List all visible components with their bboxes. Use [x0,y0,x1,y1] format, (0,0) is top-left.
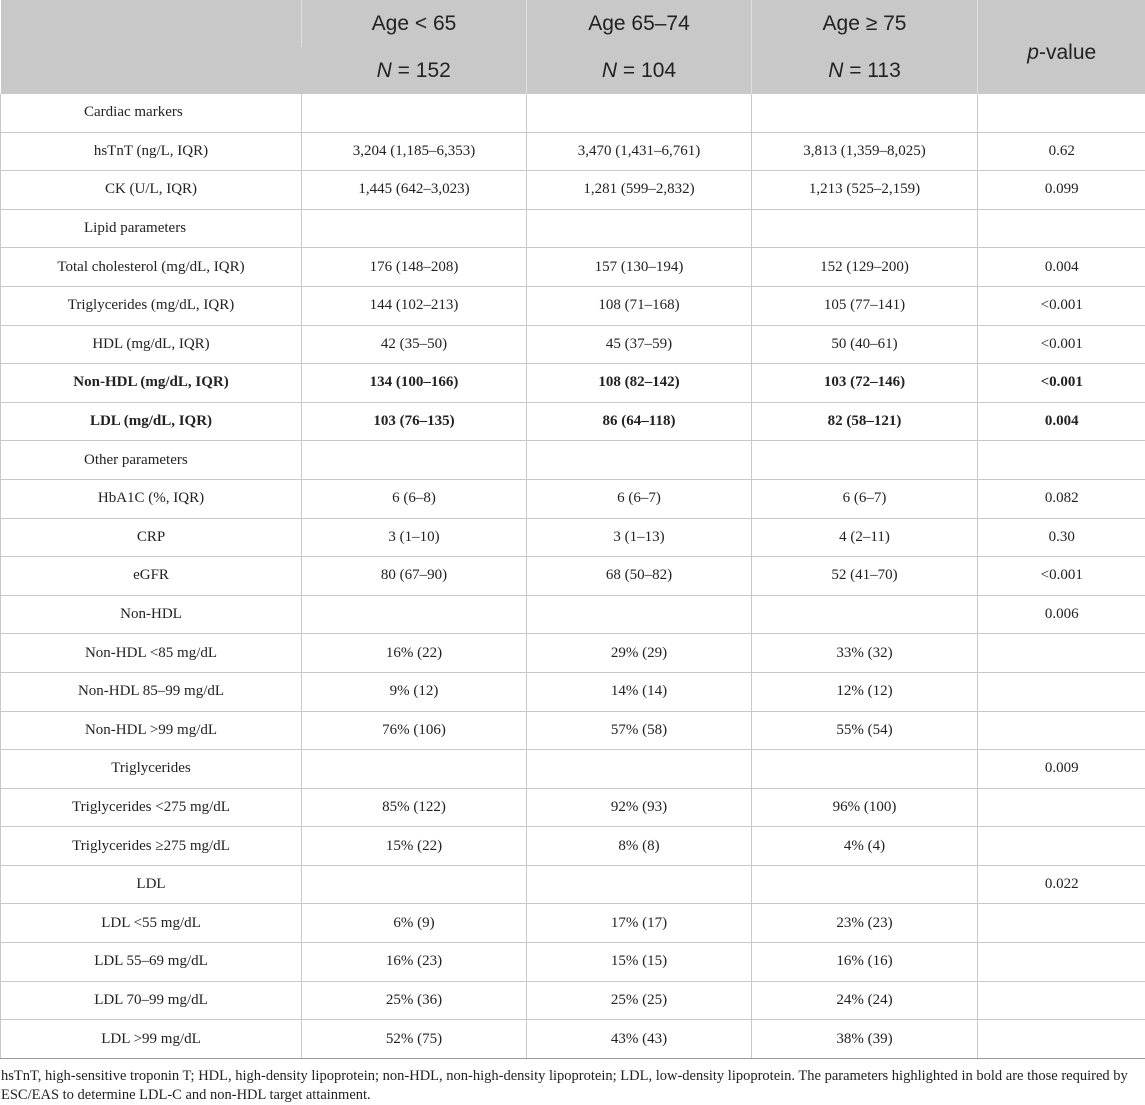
cell-age-65-74: 68 (50–82) [527,557,752,596]
cell-age-75-plus: 16% (16) [752,943,978,982]
cell-p-value: <0.001 [978,325,1145,364]
table-row [1,248,1145,287]
row-label: CK (U/L, IQR) [1,171,302,210]
cell-p-value: 0.004 [978,402,1145,441]
cell-age-75-plus: 23% (23) [752,904,978,943]
header-n-75-plus [752,47,978,94]
cell-age-under-65 [302,209,527,248]
cell-p-value: 0.022 [978,865,1145,904]
cell-age-65-74: 3 (1–13) [527,518,752,557]
row-label: Triglycerides ≥275 mg/dL [1,827,302,866]
cell-age-under-65: 80 (67–90) [302,557,527,596]
cell-p-value: 0.30 [978,518,1145,557]
cell-age-75-plus: 1,213 (525–2,159) [752,171,978,210]
cell-age-75-plus: 55% (54) [752,711,978,750]
table-row [1,479,1145,518]
cell-age-65-74 [527,750,752,789]
cell-p-value: 0.004 [978,248,1145,287]
cell-age-under-65: 15% (22) [302,827,527,866]
cell-age-65-74: 43% (43) [527,1020,752,1059]
header-p-rest: -value [1039,41,1096,64]
cell-age-under-65: 25% (36) [302,981,527,1020]
table-row [1,132,1145,171]
table-row [1,865,1145,904]
row-label: LDL [1,865,302,904]
cell-age-65-74: 25% (25) [527,981,752,1020]
row-label: CRP [1,518,302,557]
cell-age-under-65: 16% (22) [302,634,527,673]
table-row [1,827,1145,866]
header-p-value [978,0,1145,94]
n-label: N [828,59,843,82]
cell-age-65-74: 29% (29) [527,634,752,673]
table-row [1,672,1145,711]
table-row [1,711,1145,750]
table-row [1,286,1145,325]
cell-age-75-plus: 6 (6–7) [752,479,978,518]
cell-p-value: 0.009 [978,750,1145,789]
cell-age-65-74 [527,209,752,248]
table-row [1,1020,1145,1059]
cell-p-value: 0.006 [978,595,1145,634]
cell-p-value [978,634,1145,673]
row-label: hsTnT (ng/L, IQR) [1,132,302,171]
cell-age-65-74 [527,865,752,904]
cell-age-75-plus [752,441,978,480]
cell-age-75-plus [752,750,978,789]
row-label: Cardiac markers [1,94,302,132]
cell-age-65-74: 86 (64–118) [527,402,752,441]
row-label: LDL <55 mg/dL [1,904,302,943]
cell-age-under-65: 176 (148–208) [302,248,527,287]
cell-p-value [978,788,1145,827]
cell-age-65-74: 17% (17) [527,904,752,943]
cell-age-75-plus [752,94,978,132]
cell-age-75-plus [752,209,978,248]
cell-age-65-74: 157 (130–194) [527,248,752,287]
header-n-65-74 [527,47,752,94]
table-row [1,441,1145,480]
cell-p-value [978,904,1145,943]
cell-p-value [978,1020,1145,1059]
row-label: LDL 70–99 mg/dL [1,981,302,1020]
cell-age-under-65: 103 (76–135) [302,402,527,441]
cell-p-value: <0.001 [978,286,1145,325]
table-row [1,402,1145,441]
cell-age-75-plus: 24% (24) [752,981,978,1020]
cell-age-75-plus: 4% (4) [752,827,978,866]
row-label: Non-HDL 85–99 mg/dL [1,672,302,711]
table-row [1,788,1145,827]
row-label: Non-HDL [1,595,302,634]
row-label: Other parameters [1,441,302,480]
n-value: = 113 [843,59,900,82]
row-label: Triglycerides <275 mg/dL [1,788,302,827]
cell-p-value [978,672,1145,711]
cell-age-under-65 [302,595,527,634]
table-row [1,209,1145,248]
table-row [1,904,1145,943]
n-value: = 104 [617,59,676,82]
header-age-under-65: Age < 65 [302,0,527,47]
row-label: Triglycerides (mg/dL, IQR) [1,286,302,325]
cell-age-under-65: 76% (106) [302,711,527,750]
table-row [1,364,1145,403]
cell-age-75-plus: 50 (40–61) [752,325,978,364]
cell-age-75-plus: 82 (58–121) [752,402,978,441]
cell-age-under-65: 6% (9) [302,904,527,943]
n-value: = 152 [392,59,451,82]
cell-p-value: 0.099 [978,171,1145,210]
cell-p-value: <0.001 [978,364,1145,403]
cell-age-under-65 [302,94,527,132]
cell-p-value [978,441,1145,480]
cell-age-under-65: 9% (12) [302,672,527,711]
cell-age-under-65: 85% (122) [302,788,527,827]
header-age-65-74: Age 65–74 [527,0,752,47]
cell-age-65-74: 15% (15) [527,943,752,982]
cell-p-value [978,94,1145,132]
cell-age-65-74: 8% (8) [527,827,752,866]
table-row [1,634,1145,673]
n-label: N [377,59,392,82]
row-label: Lipid parameters [1,209,302,248]
cell-p-value [978,209,1145,248]
table-row [1,595,1145,634]
cell-age-75-plus [752,865,978,904]
table-row [1,981,1145,1020]
cell-age-under-65: 52% (75) [302,1020,527,1059]
row-label: HDL (mg/dL, IQR) [1,325,302,364]
cell-age-under-65 [302,441,527,480]
row-label: Non-HDL <85 mg/dL [1,634,302,673]
row-label: HbA1C (%, IQR) [1,479,302,518]
cell-age-under-65: 6 (6–8) [302,479,527,518]
cell-age-under-65: 42 (35–50) [302,325,527,364]
row-label: Non-HDL >99 mg/dL [1,711,302,750]
table-row [1,750,1145,789]
cell-age-65-74: 108 (71–168) [527,286,752,325]
cell-age-under-65 [302,865,527,904]
cell-age-75-plus: 152 (129–200) [752,248,978,287]
row-label: Triglycerides [1,750,302,789]
cell-age-75-plus: 33% (32) [752,634,978,673]
cell-age-75-plus: 96% (100) [752,788,978,827]
table-header [1,0,1145,94]
cell-age-75-plus: 12% (12) [752,672,978,711]
row-label: eGFR [1,557,302,596]
header-age-75-plus: Age ≥ 75 [752,0,978,47]
cell-p-value [978,711,1145,750]
cell-age-65-74: 14% (14) [527,672,752,711]
cell-p-value [978,943,1145,982]
table-row [1,325,1145,364]
table-footnote: hsTnT, high-sensitive troponin T; HDL, high-density lipoprotein; non-HDL, non-high-density lipoprotein; LDL, low-density lipoprotein. The parameters highlighted in bold are those required by ESC/EAS to determine LDL-C and non-HDL target attainment. [0,1059,1145,1105]
cell-age-75-plus: 103 (72–146) [752,364,978,403]
cell-p-value: <0.001 [978,557,1145,596]
cell-age-65-74: 45 (37–59) [527,325,752,364]
cell-age-65-74: 3,470 (1,431–6,761) [527,132,752,171]
row-label: LDL (mg/dL, IQR) [1,402,302,441]
row-label: LDL >99 mg/dL [1,1020,302,1059]
cell-age-65-74: 6 (6–7) [527,479,752,518]
header-p-italic: p [1027,41,1039,64]
cell-age-under-65: 144 (102–213) [302,286,527,325]
cell-age-65-74: 108 (82–142) [527,364,752,403]
cell-age-65-74: 57% (58) [527,711,752,750]
row-label: Non-HDL (mg/dL, IQR) [1,364,302,403]
cell-age-under-65: 134 (100–166) [302,364,527,403]
cell-p-value: 0.082 [978,479,1145,518]
cell-p-value [978,827,1145,866]
cell-age-75-plus: 38% (39) [752,1020,978,1059]
cell-age-65-74: 92% (93) [527,788,752,827]
cell-age-65-74: 1,281 (599–2,832) [527,171,752,210]
header-n-under-65 [302,47,527,94]
cell-age-75-plus: 52 (41–70) [752,557,978,596]
n-label: N [602,59,617,82]
cell-age-65-74 [527,441,752,480]
cell-age-75-plus: 105 (77–141) [752,286,978,325]
cell-age-75-plus: 3,813 (1,359–8,025) [752,132,978,171]
table-row [1,94,1145,132]
cell-p-value [978,981,1145,1020]
table-row [1,557,1145,596]
table-row [1,518,1145,557]
cell-age-under-65: 3 (1–10) [302,518,527,557]
cell-age-under-65 [302,750,527,789]
row-label: LDL 55–69 mg/dL [1,943,302,982]
cell-age-65-74 [527,595,752,634]
cell-age-under-65: 1,445 (642–3,023) [302,171,527,210]
cell-p-value: 0.62 [978,132,1145,171]
row-label: Total cholesterol (mg/dL, IQR) [1,248,302,287]
cell-age-under-65: 16% (23) [302,943,527,982]
table-body [1,94,1145,1058]
table-row [1,171,1145,210]
cell-age-75-plus: 4 (2–11) [752,518,978,557]
table-row [1,943,1145,982]
cell-age-under-65: 3,204 (1,185–6,353) [302,132,527,171]
cell-age-75-plus [752,595,978,634]
cell-age-65-74 [527,94,752,132]
header-empty-cell [1,0,302,94]
